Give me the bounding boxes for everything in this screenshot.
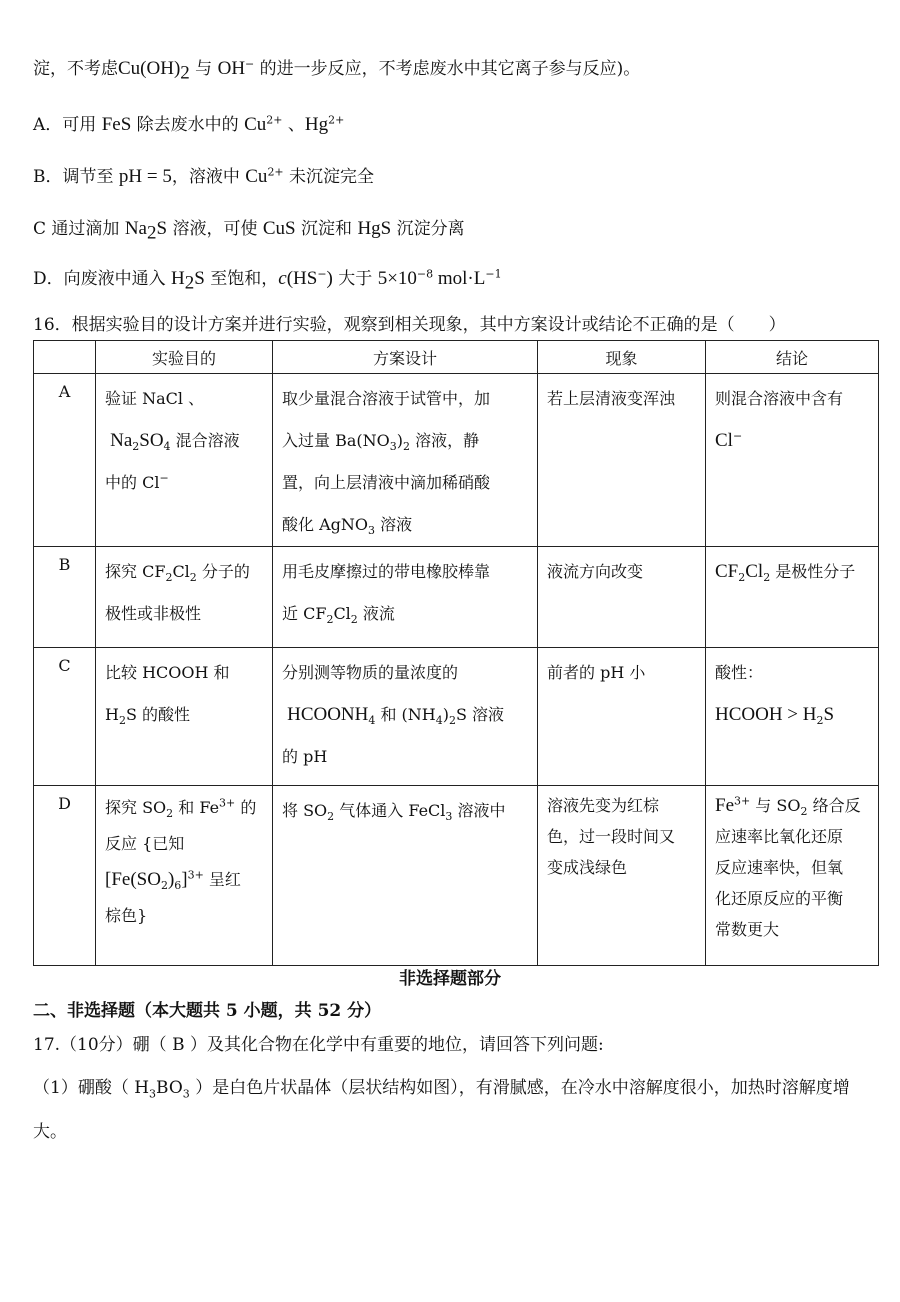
text: 分子的: [196, 562, 250, 581]
cell-purpose: [96, 786, 273, 966]
text: 溶液中: [452, 801, 506, 820]
superscript: 3+: [219, 796, 236, 810]
subscript: 2: [165, 571, 173, 585]
text: 常数更大: [715, 920, 780, 939]
cell-design: [273, 648, 538, 786]
text: 比较 HCOOH 和: [105, 663, 230, 682]
text: 验证 NaCl 、: [105, 389, 205, 408]
formula-cuoh: Cu(OH): [118, 58, 181, 79]
subscript: 2: [132, 440, 140, 454]
superscript: 3+: [734, 794, 751, 808]
row-option: A: [34, 374, 96, 547]
experiment-table: [33, 340, 879, 966]
text: 化还原反应的平衡: [715, 889, 844, 908]
text: 将 SO: [282, 801, 328, 820]
text: Cl: [172, 562, 190, 581]
formula-hs: (HS: [286, 268, 318, 289]
formula-cu: Cu: [244, 114, 267, 135]
option-b: [33, 164, 880, 190]
text: Na: [110, 430, 133, 451]
text: 探究 SO: [105, 798, 167, 817]
superscript: 2+: [328, 113, 345, 127]
value: 5×10: [377, 268, 417, 289]
option-d: [33, 266, 880, 292]
text: Cl: [745, 561, 764, 582]
text: 酸性：: [715, 663, 764, 682]
text: 溶液: [375, 515, 413, 534]
text: 溶液先变为红棕: [547, 796, 660, 815]
exponent: −1: [485, 267, 502, 281]
text: B．调节至: [33, 167, 119, 187]
superscript: −: [159, 471, 169, 485]
formula-hgs: HgS: [357, 218, 392, 239]
subscript: 4: [163, 440, 171, 454]
option-a: [33, 112, 880, 138]
text: 与 SO: [750, 796, 801, 815]
text: BO: [156, 1078, 183, 1098]
subscript: 2: [189, 571, 197, 585]
row-option: D: [34, 786, 96, 966]
text: 应速率比氧化还原: [715, 827, 844, 846]
header-purpose: 实验目的: [96, 341, 273, 374]
subscript: 2: [403, 440, 410, 454]
text: （1）硼酸（ H: [33, 1078, 150, 1098]
formula-s: S: [156, 218, 168, 239]
text: 液流: [357, 604, 395, 623]
subscript: 2: [118, 714, 126, 728]
paren: ): [326, 268, 333, 289]
cell-phenomenon: 若上层清液变浑浊: [538, 374, 706, 547]
text: 除去废水中的: [131, 115, 245, 135]
text: 是极性分子: [770, 562, 856, 581]
text: A．可用: [33, 115, 102, 135]
subscript: 2: [326, 613, 334, 627]
text: 反应 {已知: [105, 834, 185, 853]
text: 棕色}: [105, 906, 148, 925]
text: H: [105, 705, 119, 724]
text: ): [442, 705, 449, 724]
text: 的 pH: [282, 747, 328, 766]
text: S 溶液: [456, 705, 505, 724]
text: 近 CF: [282, 604, 327, 623]
subscript: 4: [368, 714, 376, 728]
text: [Fe(SO: [105, 869, 161, 890]
table-row: [34, 648, 879, 786]
cell-phenomenon: [538, 786, 706, 966]
subscript: 2: [160, 879, 168, 893]
text: ）是白色片状晶体（层状结构如图），有滑腻感，在冷水中溶解度很小，加热时溶解度增: [189, 1078, 850, 1098]
text: 大于: [332, 269, 378, 289]
text: 大。: [33, 1122, 67, 1142]
cell-conclusion: [706, 648, 879, 786]
text: Cl: [715, 430, 733, 451]
text: 反应速率快，但氧: [715, 858, 844, 877]
text: HCOONH: [287, 704, 369, 725]
text: 淀，不考虑: [33, 59, 118, 79]
cell-conclusion: [706, 374, 879, 547]
subscript: 2: [449, 714, 456, 728]
formula-hg: Hg: [304, 114, 329, 135]
subscript: 2: [816, 714, 824, 728]
text: S 的酸性: [125, 705, 191, 724]
formula-ph: pH = 5: [118, 166, 172, 187]
question-17-part-1: [33, 1066, 878, 1154]
continuation-line: [33, 56, 880, 82]
text: 用毛皮摩擦过的带电橡胶棒靠: [282, 562, 491, 581]
subscript: 2: [800, 805, 808, 819]
subscript: 2: [146, 222, 157, 244]
text: SO: [139, 430, 164, 451]
superscript: 2+: [267, 165, 284, 179]
formula-h: H: [171, 268, 185, 289]
text: 呈红: [203, 870, 241, 889]
text: CF: [715, 561, 739, 582]
text: 和 Fe: [173, 798, 220, 817]
table-row: [34, 547, 879, 648]
table-row: [34, 374, 879, 547]
subscript: 2: [763, 571, 771, 585]
subscript: 3: [445, 810, 453, 824]
cell-purpose: [96, 648, 273, 786]
subscript: 3: [149, 1087, 157, 1101]
cell-purpose: [96, 547, 273, 648]
formula-s: S: [194, 268, 205, 289]
table-header-row: [34, 341, 879, 374]
text: 极性或非极性: [105, 604, 202, 623]
text: 的: [235, 798, 257, 817]
superscript: −: [317, 267, 327, 281]
superscript: 3+: [187, 868, 204, 882]
subscript: 2: [350, 613, 358, 627]
superscript: −: [732, 429, 743, 443]
cell-purpose: [96, 374, 273, 547]
formula-fes: FeS: [101, 114, 132, 135]
cell-phenomenon: 液流方向改变: [538, 547, 706, 648]
subscript: 2: [327, 810, 335, 824]
text: HCOOH > H: [715, 704, 817, 725]
text: 探究 CF: [105, 562, 166, 581]
text: 酸化 AgNO: [282, 515, 369, 534]
text: 溶液，可使: [167, 219, 263, 239]
table-row: [34, 786, 879, 966]
text: ): [167, 869, 175, 890]
cell-design: [273, 374, 538, 547]
concentration-symbol: c: [278, 268, 287, 289]
subscript: 2: [166, 807, 174, 821]
subscript: 6: [174, 879, 182, 893]
text: 溶液，静: [410, 431, 480, 450]
header-design: 方案设计: [273, 341, 538, 374]
subscript: 3: [182, 1087, 190, 1101]
option-c: [33, 216, 880, 242]
cell-design: [273, 547, 538, 648]
exponent: −8: [416, 267, 434, 281]
question-17-stem: 17.（10分）硼（ B ）及其化合物在化学中有重要的地位，请回答下列问题:: [33, 1035, 604, 1055]
text: Cl: [333, 604, 351, 623]
text: 、: [282, 115, 305, 135]
text: 变成浅绿色: [547, 858, 628, 877]
text: ]: [181, 869, 188, 890]
cell-conclusion: [706, 786, 879, 966]
text: 沉淀分离: [391, 219, 465, 239]
superscript: −: [245, 57, 255, 71]
cell-phenomenon: 前者的 pH 小: [538, 648, 706, 786]
header-phenomenon: 现象: [538, 341, 706, 374]
text: 入过量 Ba(NO: [282, 431, 390, 450]
row-option: B: [34, 547, 96, 648]
text: ): [396, 431, 403, 450]
header-conclusion: 结论: [706, 341, 879, 374]
text: 取少量混合溶液于试管中，加: [282, 389, 491, 408]
cell-conclusion: [706, 547, 879, 648]
text: 色，过一段时间又: [547, 827, 676, 846]
subscript: 3: [368, 524, 376, 538]
text: 则混合溶液中含有: [715, 389, 844, 408]
row-option: C: [34, 648, 96, 786]
text: 置，向上层清液中滴加稀硝酸: [282, 473, 491, 492]
text: 分别测等物质的量浓度的: [282, 663, 459, 682]
text: 气体通入 FeCl: [334, 801, 446, 820]
text: C 通过滴加: [33, 219, 125, 239]
header-blank: [34, 341, 96, 374]
subscript: 2: [184, 272, 195, 294]
text: 未沉淀完全: [283, 167, 375, 187]
formula-na: Na: [124, 218, 147, 239]
subscript: 3: [389, 440, 397, 454]
section-title: 非选择题部分: [399, 969, 501, 989]
text: Fe: [715, 795, 734, 816]
text: 的进一步反应，不考虑废水中其它离子参与反应)。: [254, 59, 641, 79]
formula-cus: CuS: [262, 218, 296, 239]
part-2-title: 二、非选择题（本大题共 5 小题，共 52 分）: [33, 1001, 382, 1021]
text: 至饱和，: [204, 269, 279, 289]
text: 和 (NH: [375, 705, 436, 724]
subscript: 2: [180, 62, 190, 84]
superscript: 2+: [266, 113, 283, 127]
text: D．向废液中通入: [33, 269, 172, 289]
unit: mol·L: [433, 268, 486, 289]
text: 与: [189, 59, 218, 79]
question-16-stem: 16．根据实验目的设计方案并进行实验，观察到相关现象，其中方案设计或结论不正确的是（ ）: [33, 315, 786, 335]
text: 沉淀和: [295, 219, 358, 239]
text: 络合反: [807, 796, 861, 815]
subscript: 2: [738, 571, 746, 585]
cell-design: [273, 786, 538, 966]
text: 混合溶液: [170, 431, 240, 450]
formula-cu: Cu: [245, 166, 268, 187]
text: S: [823, 704, 835, 725]
formula-oh: OH: [217, 58, 246, 79]
subscript: 4: [435, 714, 443, 728]
text: 中的 Cl: [105, 473, 160, 492]
text: ，溶液中: [171, 167, 246, 187]
